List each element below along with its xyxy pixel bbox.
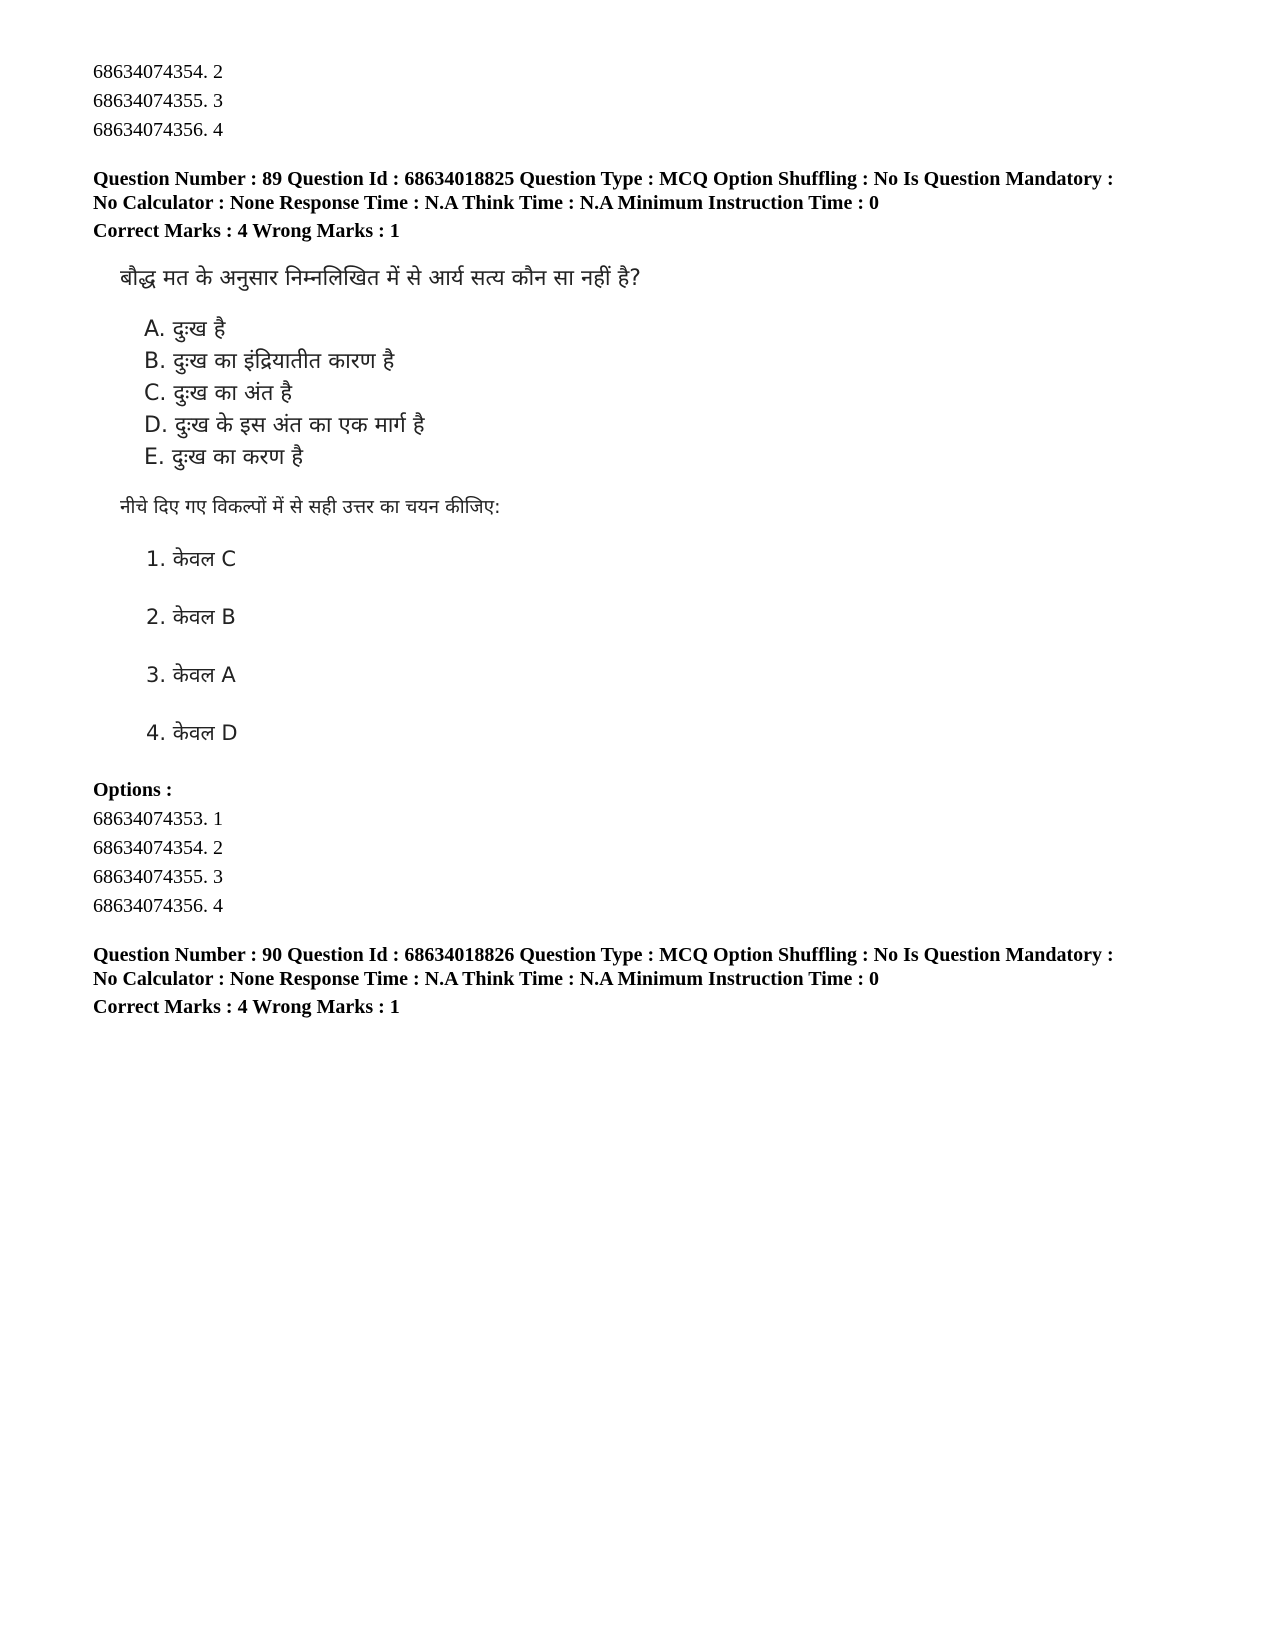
question-image <box>120 262 1203 776</box>
statement-item: D. दुःख के इस अंत का एक मार्ग है <box>144 413 425 438</box>
option-line: 68634074356. 4 <box>93 119 223 141</box>
options-label: Options : <box>93 779 173 801</box>
document-page <box>93 58 1203 1022</box>
question-stem: बौद्ध मत के अनुसार निम्नलिखित में से आर्य सत्य कौन सा नहीं है? <box>120 266 641 291</box>
choice-item: 2. केवल B <box>146 605 236 629</box>
option-line: 68634074356. 4 <box>93 895 223 917</box>
statement-list <box>144 314 1203 474</box>
question-meta-line: Question Number : 90 Question Id : 68634018826 Question Type : MCQ Option Shuffling : No Is Question Mandatory : <box>93 944 1114 966</box>
question-90 <box>93 943 1203 1022</box>
statement-item: B. दुःख का इंद्रियातीत कारण है <box>144 349 395 374</box>
option-line: 68634074354. 2 <box>93 61 223 83</box>
question-meta-line: No Calculator : None Response Time : N.A Think Time : N.A Minimum Instruction Time : 0 <box>93 968 879 990</box>
question-marks: Correct Marks : 4 Wrong Marks : 1 <box>93 220 400 242</box>
choice-item: 4. केवल D <box>146 721 238 745</box>
question-marks: Correct Marks : 4 Wrong Marks : 1 <box>93 996 400 1018</box>
question-meta-line: Question Number : 89 Question Id : 68634018825 Question Type : MCQ Option Shuffling : No Is Question Mandatory : <box>93 168 1114 190</box>
statement-item: C. दुःख का अंत है <box>144 381 293 406</box>
options-list <box>93 805 1203 921</box>
option-line: 68634074354. 2 <box>93 837 223 859</box>
option-line: 68634074353. 1 <box>93 808 223 830</box>
question-instruction: नीचे दिए गए विकल्पों में से सही उत्तर का चयन कीजिए: <box>120 496 501 518</box>
choice-item: 1. केवल C <box>146 547 237 571</box>
previous-question-options <box>93 58 1203 145</box>
choice-item: 3. केवल A <box>146 663 236 687</box>
option-line: 68634074355. 3 <box>93 866 223 888</box>
choice-list <box>146 544 1203 776</box>
question-89 <box>93 167 1203 921</box>
option-line: 68634074355. 3 <box>93 90 223 112</box>
question-meta-line: No Calculator : None Response Time : N.A Think Time : N.A Minimum Instruction Time : 0 <box>93 192 879 214</box>
statement-item: A. दुःख है <box>144 317 226 342</box>
statement-item: E. दुःख का करण है <box>144 445 304 470</box>
